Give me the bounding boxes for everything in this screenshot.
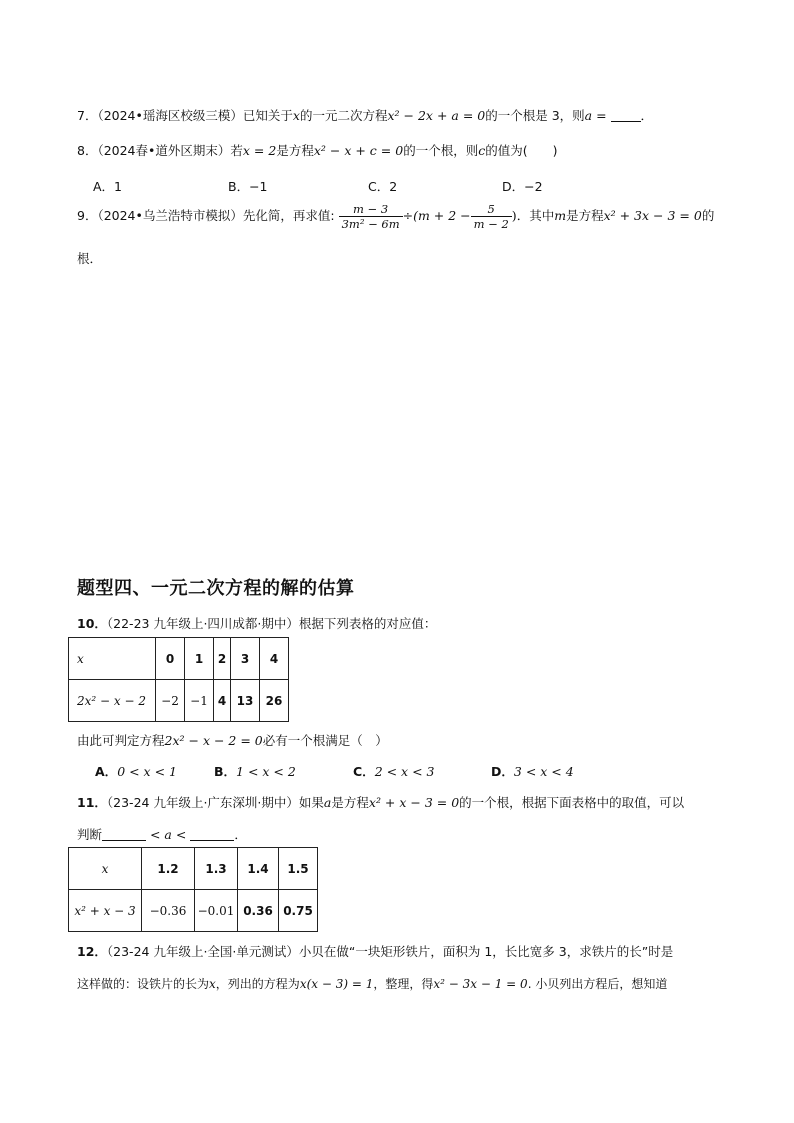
fraction-1: [339, 202, 403, 231]
table-cell: 1.2: [142, 848, 195, 890]
question-11: [77, 793, 684, 811]
question-source: （23-24 九年级上·全国·单元测试）: [106, 944, 299, 959]
question-number: 8．: [77, 143, 98, 158]
table-cell: −0.36: [142, 890, 195, 932]
question-number: 12．: [77, 944, 107, 959]
table-row: [69, 680, 289, 722]
numerator: m − 3: [353, 202, 389, 216]
question-11-line-2: [77, 825, 247, 843]
option-letter: B．: [214, 764, 237, 779]
table-cell: −2: [156, 680, 185, 722]
question-number: 7．: [77, 108, 98, 123]
table-row: [69, 638, 289, 680]
answer-blank-upper[interactable]: [190, 828, 234, 841]
question-source: （2024春•道外区期末）: [97, 143, 231, 158]
option-d[interactable]: [502, 177, 543, 195]
question-10-follow: [77, 731, 388, 749]
table-cell: −1: [185, 680, 214, 722]
equation: x² + 3x − 3 = 0: [603, 208, 702, 223]
table-row: [69, 890, 318, 932]
question-text: 的一个根是 3，则: [485, 108, 585, 123]
question-source: （2024•乌兰浩特市模拟）: [97, 208, 243, 223]
question-text: 先化简，再求值:: [242, 208, 335, 223]
equation: x(x − 3) = 1: [299, 977, 374, 991]
fraction-2: [471, 202, 512, 231]
table-cell: [69, 638, 156, 680]
table-cell: [69, 890, 142, 932]
variable-x: x: [292, 108, 300, 123]
table-cell: −0.01: [195, 890, 238, 932]
numerator: 5: [487, 202, 495, 216]
period: ．: [234, 827, 247, 842]
option-letter: D．: [491, 764, 514, 779]
question-source: （2024•瑶海区校级三模）: [97, 108, 243, 123]
row-label: 2x² − x − 2: [77, 693, 146, 708]
question-text: . 小贝列出方程后，想知道: [527, 977, 668, 991]
table-cell: [69, 680, 156, 722]
question-number: 9．: [77, 208, 98, 223]
variable-c: c: [478, 143, 486, 158]
division-expression: ÷(m + 2 −: [402, 208, 471, 223]
equation: x² + x − 3 = 0: [368, 795, 460, 810]
period: ．: [640, 108, 654, 123]
condition: x = 2: [242, 143, 277, 158]
option-a[interactable]: [95, 762, 177, 780]
inequality: < a <: [146, 827, 191, 842]
option-label: D．−2: [502, 179, 543, 194]
option-letter: C．: [353, 764, 375, 779]
table-cell: 0.75: [279, 890, 318, 932]
question-text: 这样做的：设铁片的长为: [77, 977, 210, 991]
question-text: 根．: [77, 251, 103, 266]
table-cell: 4: [214, 680, 231, 722]
row-label: x: [101, 861, 109, 876]
question-text: 的一个根，则: [403, 143, 479, 158]
question-text: 是方程: [276, 143, 314, 158]
value-table-q11: [68, 847, 318, 932]
equation: x² − x + c = 0: [313, 143, 404, 158]
table-cell: 0.36: [238, 890, 279, 932]
table-cell: 13: [231, 680, 260, 722]
question-12: [77, 942, 673, 960]
question-text: 小贝在做“一块矩形铁片，面积为 1，长比宽多 3，求铁片的长”时是: [298, 944, 674, 959]
question-text: 如果: [298, 795, 324, 810]
close-paren: ): [511, 208, 517, 223]
question-7: [77, 106, 653, 124]
option-a[interactable]: [93, 177, 122, 195]
question-text: ，列出的方程为: [215, 977, 300, 991]
question-number: 10．: [77, 616, 107, 631]
equation: x² − 2x + a = 0: [387, 108, 486, 123]
question-text: 由此可判定方程: [77, 733, 165, 748]
question-10: [77, 614, 436, 632]
question-text: 的: [701, 208, 715, 223]
question-text: 已知关于: [242, 108, 293, 123]
equation: x² − 3x − 1 = 0: [433, 977, 528, 991]
question-source: （22-23 九年级上·四川成都·期中）: [106, 616, 299, 631]
table-cell: [69, 848, 142, 890]
answer-blank-lower[interactable]: [102, 828, 146, 841]
option-expression: 2 < x < 3: [374, 764, 435, 779]
row-label: x² + x − 3: [74, 903, 136, 918]
option-expression: 0 < x < 1: [117, 764, 177, 779]
row-label: x: [77, 651, 84, 666]
table-cell: 2: [214, 638, 231, 680]
option-b[interactable]: [214, 762, 296, 780]
variable-x: x: [209, 977, 216, 991]
question-number: 11．: [77, 795, 107, 810]
question-text: 的一元二次方程: [299, 108, 388, 123]
question-text: ，整理，得: [373, 977, 434, 991]
table-cell: 1.4: [238, 848, 279, 890]
table-cell: 0: [156, 638, 185, 680]
question-text: 的一个根，根据下面表格中的取值，可以: [459, 795, 685, 810]
option-letter: A．: [95, 764, 118, 779]
option-b[interactable]: [228, 177, 268, 195]
option-expression: 1 < x < 2: [236, 764, 296, 779]
table-cell: 1: [185, 638, 214, 680]
option-label: A．1: [93, 179, 123, 194]
question-9-line-2: [77, 249, 102, 267]
question-8: [77, 141, 557, 159]
question-9: [77, 202, 714, 231]
denominator: m − 2: [471, 216, 512, 231]
answer-blank[interactable]: [611, 109, 641, 122]
option-expression: 3 < x < 4: [513, 764, 574, 779]
question-text: 是方程: [566, 208, 604, 223]
option-d[interactable]: [491, 762, 574, 780]
table-row: [69, 848, 318, 890]
option-label: C．2: [368, 179, 398, 194]
equation: 2x² − x − 2 = 0: [164, 733, 263, 748]
variable-a: a: [584, 108, 593, 123]
option-c[interactable]: [353, 762, 434, 780]
table-cell: 1.3: [195, 848, 238, 890]
question-source: （23-24 九年级上·广东深圳·期中）: [106, 795, 299, 810]
table-cell: 26: [260, 680, 289, 722]
value-table-q10: [68, 637, 289, 722]
question-text: 的值为( ): [485, 143, 558, 158]
question-text: 必有一个根满足（ ）: [262, 733, 388, 748]
option-label: B．−1: [228, 179, 268, 194]
variable-a: a: [323, 795, 332, 810]
variable-m: m: [554, 208, 567, 223]
table-cell: 4: [260, 638, 289, 680]
table-cell: 1.5: [279, 848, 318, 890]
section-heading: 题型四、一元二次方程的解的估算: [77, 578, 355, 599]
question-text: 若: [230, 143, 243, 158]
denominator: 3m² − 6m: [339, 216, 403, 231]
question-text: 是方程: [331, 795, 369, 810]
question-12-line-2: [77, 975, 667, 992]
question-text: 判断: [77, 827, 103, 842]
equals-sign: =: [592, 108, 611, 123]
option-c[interactable]: [368, 177, 397, 195]
question-text: ．其中: [516, 208, 555, 223]
table-cell: 3: [231, 638, 260, 680]
question-text: 根据下列表格的对应值：: [298, 616, 437, 631]
